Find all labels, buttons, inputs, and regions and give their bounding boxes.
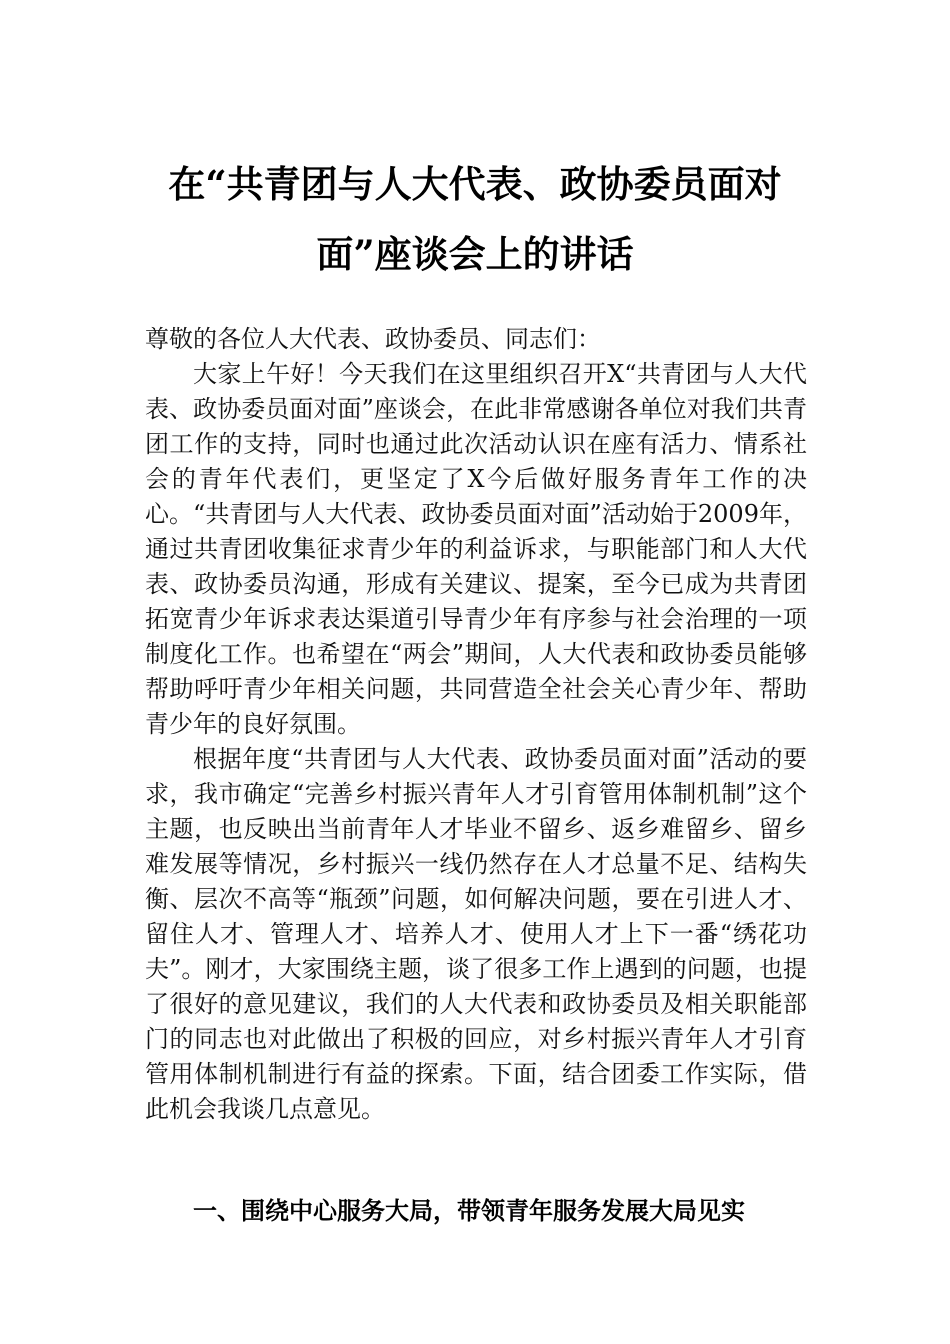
document-body <box>145 322 807 1127</box>
document-title-line-1: 在“共青团与人大代表、政协委员面对 <box>168 162 782 206</box>
salutation: 尊敬的各位人大代表、政协委员、同志们： <box>145 325 601 353</box>
document-title-line-2: 面”座谈会上的讲话 <box>316 232 634 276</box>
section-heading-1: 一、围绕中心服务大局，带领青年服务发展大局见实 <box>193 1196 745 1225</box>
paragraph-2: 根据年度“共青团与人大代表、政协委员面对面”活动的要求，我市确定“完善乡村振兴青年人才引育管用体制机制”这个主题，也反映出当前青年人才毕业不留乡、返乡难留乡、留乡难发展等情况，乡村振兴一线仍然存在人才总量不足、结构失衡、层次不高等“瓶颈”问题，如何解决问题，要在引进人才、留住人才、管理人才、培养人才、使用人才上下一番“绣花功夫”。刚才，大家围绕主题，谈了很多工作上遇到的问题，也提了很好的意见建议，我们的人大代表和政协委员及相关职能部门的同志也对此做出了积极的回应，对乡村振兴青年人才引育管用体制机制进行有益的探索。下面，结合团委工作实际，借此机会我谈几点意见。 <box>145 745 807 1123</box>
paragraph-1: 大家上午好！今天我们在这里组织召开X“共青团与人大代表、政协委员面对面”座谈会，在此非常感谢各单位对我们共青团工作的支持，同时也通过此次活动认识在座有活力、情系社会的青年代表们，更坚定了X今后做好服务青年工作的决心。“共青团与人大代表、政协委员面对面”活动始于2009年，通过共青团收集征求青少年的利益诉求，与职能部门和人大代表、政协委员沟通，形成有关建议、提案，至今已成为共青团拓宽青少年诉求表达渠道引导青少年有序参与社会治理的一项制度化工作。也希望在“两会”期间，人大代表和政协委员能够帮助呼吁青少年相关问题，共同营造全社会关心青少年、帮助青少年的良好氛围。 <box>145 360 807 738</box>
